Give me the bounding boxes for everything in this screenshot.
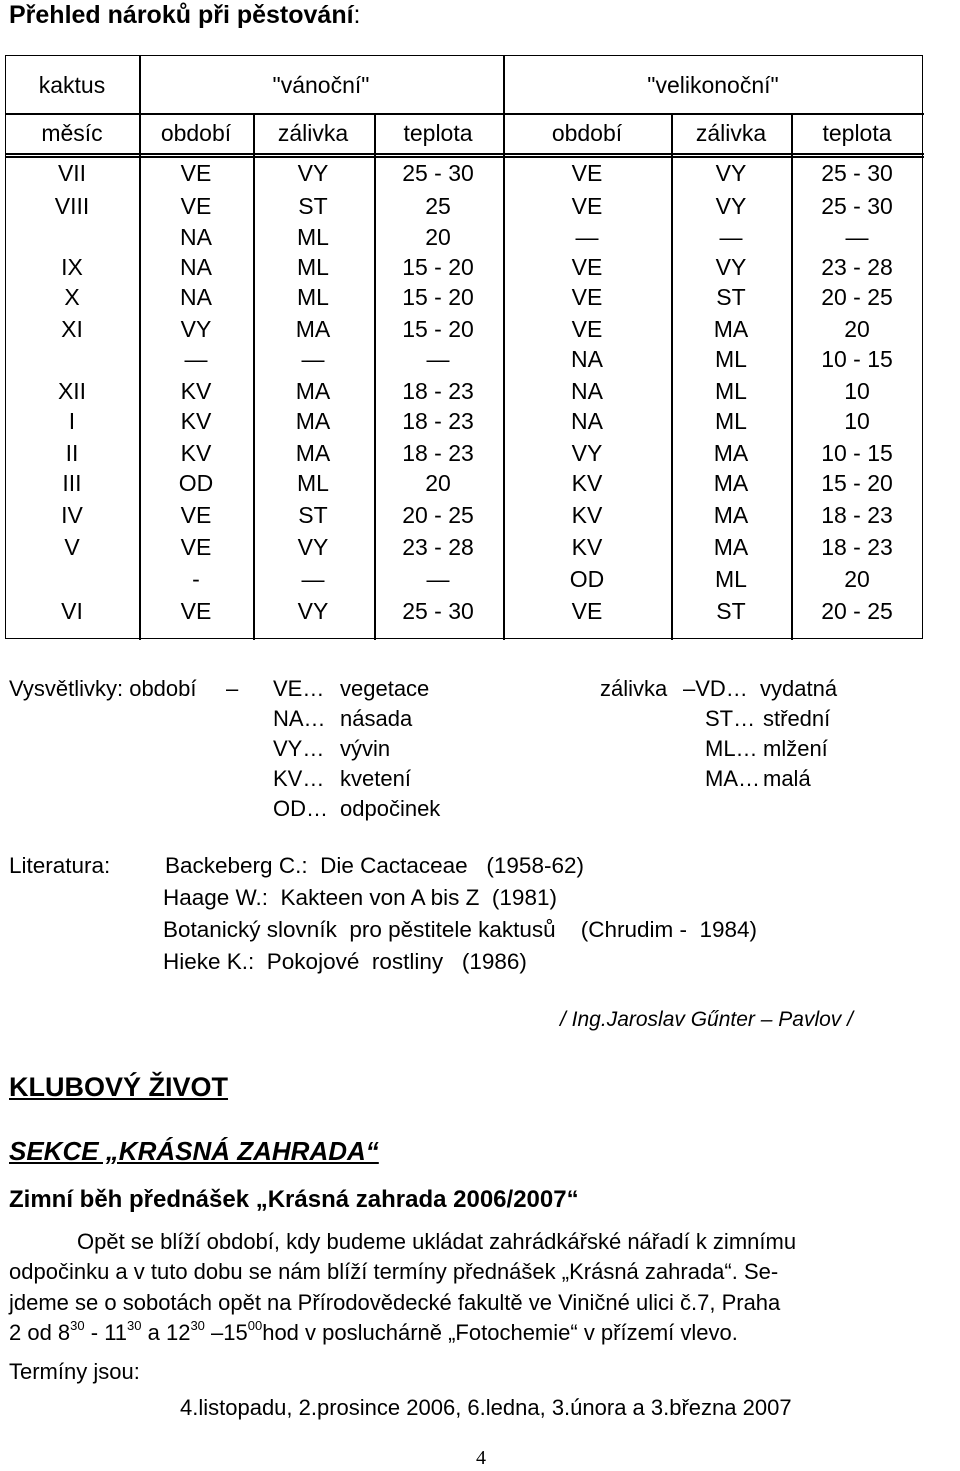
table-cell: VIII: [54, 193, 90, 219]
table-cell: VE: [571, 193, 603, 219]
table-cell: 10: [844, 408, 870, 434]
table-cell: MA: [713, 440, 749, 466]
table-cell: —: [301, 346, 325, 372]
table-cell: —: [845, 224, 869, 250]
literature-item: Botanický slovník pro pěstitele kaktusů (Chrudim - 1984): [163, 917, 758, 942]
column-header: teplota: [822, 120, 892, 146]
legend-code: MA…: [705, 766, 760, 791]
table-cell: MA: [295, 378, 331, 404]
literature-item: Backeberg C.: Die Cactaceae (1958-62): [165, 853, 584, 878]
table-cell: 15 - 20: [821, 470, 893, 496]
table-cell: X: [64, 284, 80, 310]
legend-zalivka-label: zálivka: [600, 676, 668, 701]
legend-code: NA…: [273, 706, 326, 731]
table-cell: 20: [425, 470, 451, 496]
table-cell: ML: [297, 224, 329, 250]
table-cell: —: [184, 346, 208, 372]
column-header: období: [551, 120, 623, 146]
table-cell: VE: [180, 160, 212, 186]
table-cell: 25: [425, 193, 451, 219]
table-cell: 10 - 15: [821, 346, 893, 372]
legend-dash: –: [226, 676, 239, 701]
legend-label: Vysvětlivky: období: [9, 676, 197, 701]
table-cell: NA: [571, 408, 603, 434]
legend-text: násada: [340, 706, 413, 731]
table-cell: OD: [569, 566, 605, 592]
legend-code: KV…: [273, 766, 325, 791]
table-cell: 25 - 30: [402, 598, 474, 624]
table-cell: 10: [844, 378, 870, 404]
table-cell: —: [426, 346, 450, 372]
table-cell: 10 - 15: [821, 440, 893, 466]
table-cell: 25 - 30: [821, 160, 893, 186]
table-cell: 15 - 20: [402, 254, 474, 280]
legend-code: ST…: [705, 706, 756, 731]
table-cell: VY: [715, 254, 747, 280]
legend-text: kvetení: [340, 766, 411, 791]
table-cell: 20 - 25: [821, 284, 893, 310]
literature-item: Hieke K.: Pokojové rostliny (1986): [163, 949, 527, 974]
literature-label: Literatura:: [9, 853, 111, 878]
table-cell: ML: [715, 346, 747, 372]
table-cell: VE: [180, 502, 212, 528]
table-cell: VE: [571, 254, 603, 280]
column-header: období: [160, 120, 232, 146]
table-cell: —: [426, 566, 450, 592]
table-cell: OD: [178, 470, 214, 496]
table-cell: MA: [713, 316, 749, 342]
table-cell: VY: [297, 534, 329, 560]
table-cell: VY: [297, 160, 329, 186]
group-header: "velikonoční": [647, 72, 779, 98]
page-number: 4: [476, 1447, 486, 1469]
table-cell: 20: [844, 566, 870, 592]
paragraph-line-3: jdeme se o sobotách opět na Přírodovědecké fakultě ve Viničné ulici č.7, Praha: [9, 1290, 781, 1315]
table-cell: XII: [57, 378, 87, 404]
table-cell: VE: [180, 534, 212, 560]
table-cell: ST: [298, 502, 328, 528]
column-header: měsíc: [41, 120, 103, 146]
table-cell: III: [62, 470, 82, 496]
table-cell: KV: [571, 470, 603, 496]
terms-dates: 4.listopadu, 2.prosince 2006, 6.ledna, 3.února a 3.března 2007: [180, 1395, 792, 1420]
paragraph-line-4: 2 od $8^{30} - 11^{30}$ a $12^{30}$ $-15^{00}hod$ v posluchárně „Fotochemie“ v přízemí vlevo.: [9, 1318, 738, 1345]
lecture-title: Zimní běh přednášek „Krásná zahrada 2006/2007“: [9, 1186, 579, 1213]
terms-label: Termíny jsou:: [9, 1359, 140, 1384]
table-cell: VY: [180, 316, 212, 342]
table-cell: ML: [715, 566, 747, 592]
legend-code: ML…: [705, 736, 758, 761]
table-cell: VI: [61, 598, 83, 624]
table-cell: KV: [571, 534, 603, 560]
table-cell: NA: [571, 378, 603, 404]
table-cell: VE: [571, 284, 603, 310]
table-cell: 20 - 25: [402, 502, 474, 528]
table-cell: —: [301, 566, 325, 592]
table-cell: 23 - 28: [402, 534, 474, 560]
table-cell: VY: [715, 160, 747, 186]
table-cell: 15 - 20: [402, 316, 474, 342]
table-cell: —: [719, 224, 743, 250]
table-cell: MA: [295, 440, 331, 466]
legend-text: mlžení: [763, 736, 828, 761]
table-cell: ST: [716, 284, 746, 310]
column-header: teplota: [403, 120, 473, 146]
table-cell: 18 - 23: [402, 440, 474, 466]
table-cell: VE: [180, 598, 212, 624]
table-cell: KV: [180, 408, 212, 434]
table-cell: NA: [180, 254, 212, 280]
table-cell: VII: [57, 160, 87, 186]
table-cell: 20: [425, 224, 451, 250]
legend-text: vydatná: [760, 676, 838, 701]
section-heading-garden: SEKCE „KRÁSNÁ ZAHRADA“: [9, 1136, 379, 1166]
table-cell: ST: [716, 598, 746, 624]
table-cell: ML: [297, 470, 329, 496]
table-cell: MA: [713, 470, 749, 496]
table-cell: KV: [180, 378, 212, 404]
table-cell: IX: [61, 254, 83, 280]
table-cell: 18 - 23: [402, 378, 474, 404]
table-cell: KV: [180, 440, 212, 466]
legend-code: OD…: [273, 796, 328, 821]
paragraph-line-1: Opět se blíží období, kdy budeme ukládat zahrádkářské nářadí k zimnímu: [77, 1229, 797, 1254]
table-cell: 18 - 23: [402, 408, 474, 434]
table-cell: IV: [61, 502, 83, 528]
legend-text: vegetace: [340, 676, 430, 701]
table-cell: NA: [180, 284, 212, 310]
table-cell: 20 - 25: [821, 598, 893, 624]
table-cell: 25 - 30: [821, 193, 893, 219]
legend-text: střední: [763, 706, 831, 731]
requirements-table: [5, 55, 923, 639]
legend-text: vývin: [340, 736, 391, 761]
table-cell: XI: [61, 316, 83, 342]
section-heading-club: KLUBOVÝ ŽIVOT: [9, 1072, 229, 1102]
table-cell: VE: [571, 598, 603, 624]
legend-code: VE…: [273, 676, 325, 701]
table-cell: 20: [844, 316, 870, 342]
table-cell: MA: [295, 316, 331, 342]
legend-code: VY…: [273, 736, 325, 761]
group-header: kaktus: [38, 72, 106, 98]
literature-item: Haage W.: Kakteen von A bis Z (1981): [163, 885, 557, 910]
table-cell: 23 - 28: [821, 254, 893, 280]
table-cell: ML: [297, 284, 329, 310]
table-cell: II: [65, 440, 79, 466]
paragraph-line-2: odpočinku a v tuto dobu se nám blíží termíny přednášek „Krásná zahrada“. Se-: [9, 1259, 779, 1284]
table-cell: VE: [571, 316, 603, 342]
table-cell: 25 - 30: [402, 160, 474, 186]
table-cell: 18 - 23: [821, 534, 893, 560]
group-header: "vánoční": [272, 72, 370, 98]
page-title: Přehled nároků při pěstování:: [9, 1, 361, 29]
table-cell: VE: [180, 193, 212, 219]
table-cell: I: [68, 408, 76, 434]
table-cell: NA: [180, 224, 212, 250]
table-cell: ST: [298, 193, 328, 219]
table-cell: MA: [713, 502, 749, 528]
table-cell: VY: [297, 598, 329, 624]
author-signature: / Ing.Jaroslav Gűnter – Pavlov /: [560, 1008, 853, 1031]
table-cell: ML: [715, 408, 747, 434]
column-header: zálivka: [277, 120, 349, 146]
table-cell: ML: [715, 378, 747, 404]
table-cell: -: [192, 566, 200, 592]
table-cell: NA: [571, 346, 603, 372]
table-cell: MA: [295, 408, 331, 434]
legend-code: –VD…: [683, 676, 748, 701]
table-cell: V: [64, 534, 80, 560]
table-cell: 15 - 20: [402, 284, 474, 310]
table-cell: VY: [571, 440, 603, 466]
legend-text: malá: [763, 766, 811, 791]
table-cell: KV: [571, 502, 603, 528]
table-cell: ML: [297, 254, 329, 280]
table-cell: 18 - 23: [821, 502, 893, 528]
legend-text: odpočinek: [340, 796, 441, 821]
table-cell: VY: [715, 193, 747, 219]
column-header: zálivka: [695, 120, 767, 146]
table-cell: —: [575, 224, 599, 250]
table-cell: MA: [713, 534, 749, 560]
table-cell: VE: [571, 160, 603, 186]
